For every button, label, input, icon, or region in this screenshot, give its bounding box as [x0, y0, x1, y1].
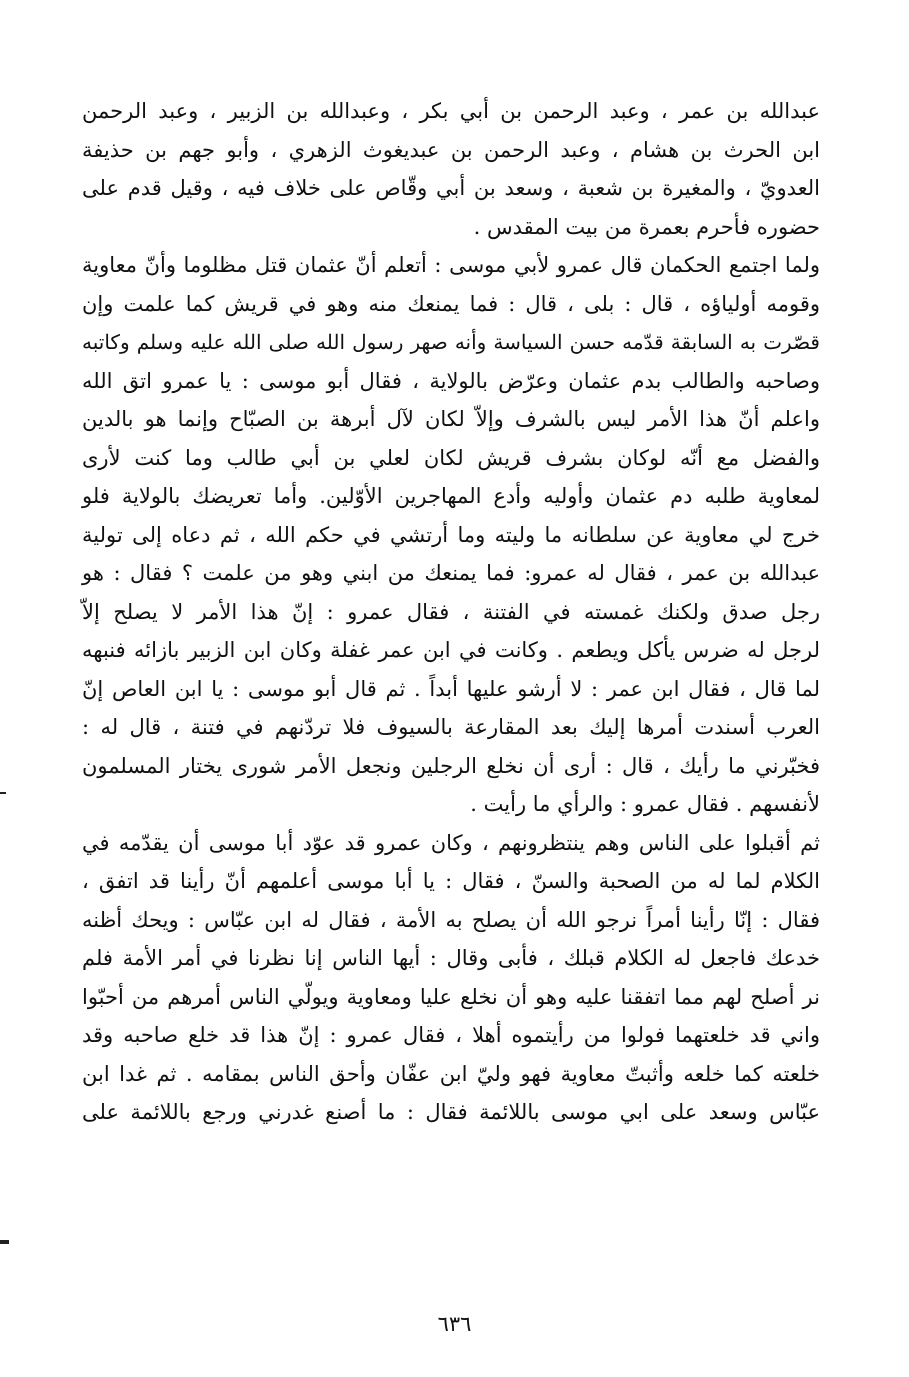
- scan-margin-mark: [0, 792, 6, 794]
- text-line: نر أصلح لهم مما اتفقنا عليه وهو أن نخلع عليا ومعاوية ويولّي الناس أمرهم من أحبّوا: [82, 984, 820, 1009]
- text-line: واعلم أنّ هذا الأمر ليس بالشرف وإلاّ لكان لآل أبرهة بن الصبّاح وإنما هو بالدين: [82, 407, 820, 431]
- text-line: وصاحبه والطالب بدم عثمان وعرّض بالولاية ، فقال أبو موسى : يا عمرو اتق الله: [82, 368, 820, 393]
- paragraph-2: [82, 246, 820, 824]
- paragraph-1: [82, 92, 820, 246]
- text-line: واني قد خلعتهما فولوا من رأيتموه أهلا ، فقال عمرو : إنّ هذا قد خلع صاحبه وقد: [82, 1023, 820, 1047]
- text-line: رجل صدق ولكنك غمسته في الفتنة ، فقال عمرو : إنّ هذا الأمر لا يصلح إلاّ: [82, 599, 820, 624]
- text-line: خلعته كما خلعه وأثبتّ معاوية فهو وليّ ابن عفّان وأحق الناس بمقامه . ثم غدا ابن: [82, 1061, 820, 1086]
- text-line: خدعك فاجعل له الكلام قبلك ، فأبى وقال : أيها الناس إنا نظرنا في أمر الأمة فلم: [82, 946, 820, 970]
- text-line: العرب أسندت أمرها إليك بعد المقارعة بالسيوف فلا تردّنهم في فتنة ، قال له :: [82, 715, 820, 739]
- text-line: ابن الحرث بن هشام ، وعبد الرحمن بن عبديغوث الزهري ، وأبو جهم بن حذيفة: [82, 137, 820, 162]
- text-line: والفضل مع أنّه لوكان بشرف قريش لكان لعلي بن أبي طالب وما كنت لأرى: [82, 445, 820, 470]
- text-line: لما قال ، فقال ابن عمر : لا أرشو عليها أبداً . ثم قال أبو موسى : يا ابن العاص إنّ: [82, 676, 820, 701]
- text-line: عبدالله بن عمر ، فقال له عمرو: فما يمنعك من ابني وهو من علمت ؟ فقال : هو: [82, 561, 820, 585]
- text-line: لمعاوية طلبه دم عثمان وأوليه وأدع المهاجرين الأوّلين. وأما تعريضك بالولاية فلو: [82, 484, 820, 508]
- text-line: قصّرت به السابقة قدّمه حسن السياسة وأنه صهر رسول الله صلى الله عليه وسلم وكاتبه: [82, 330, 820, 354]
- text-line: فقال : إنّا رأينا أمراً نرجو الله أن يصلح به الأمة ، فقال له ابن عبّاس : ويحك أظنه: [82, 907, 820, 932]
- text-line: حضوره فأحرم بعمرة من بيت المقدس .: [473, 214, 820, 239]
- page-number: ٦٣٦: [437, 1312, 472, 1336]
- text-line: العدويّ ، والمغيرة بن شعبة ، وسعد بن أبي وقّاص على خلاف فيه ، وقيل قدم على: [82, 176, 820, 200]
- text-line: ولما اجتمع الحكمان قال عمرو لأبي موسى : أتعلم أنّ عثمان قتل مظلوما وأنّ معاوية: [82, 253, 821, 277]
- page-body: [82, 92, 820, 1132]
- text-line: عبدالله بن عمر ، وعبد الرحمن بن أبي بكر ، وعبدالله بن الزبير ، وعبد الرحمن: [82, 99, 820, 123]
- text-line: فخبّرني ما رأيك ، قال : أرى أن نخلع الرجلين ونجعل الأمر شورى يختار المسلمون: [82, 753, 820, 778]
- text-line: وقومه أولياؤه ، قال : بلى ، قال : فما يمنعك منه وهو في قريش كما علمت وإن: [82, 291, 820, 316]
- text-line: لرجل له ضرس يأكل ويطعم . وكانت في ابن عمر غفلة وكان ابن الزبير بازائه فنبهه: [82, 638, 820, 662]
- scan-margin-mark: [0, 1240, 9, 1244]
- text-line: عبّاس وسعد على ابي موسى باللائمة فقال : ما أصنع غدرني ورجع باللائمة على: [82, 1100, 820, 1124]
- paragraph-3: [82, 824, 820, 1132]
- text-line: ثم أقبلوا على الناس وهم ينتظرونهم ، وكان عمرو قد عوّد أبا موسى أن يقدّمه في: [82, 830, 820, 855]
- text-line: خرج لي معاوية عن سلطانه ما وليته وما أرتشي في حكم الله ، ثم دعاه إلى تولية: [82, 522, 820, 547]
- text-line: الكلام لما له من الصحبة والسنّ ، فقال : يا أبا موسى أعلمهم أنّ رأينا قد اتفق ،: [82, 869, 820, 893]
- text-line: لأنفسهم . فقال عمرو : والرأي ما رأيت .: [470, 792, 820, 816]
